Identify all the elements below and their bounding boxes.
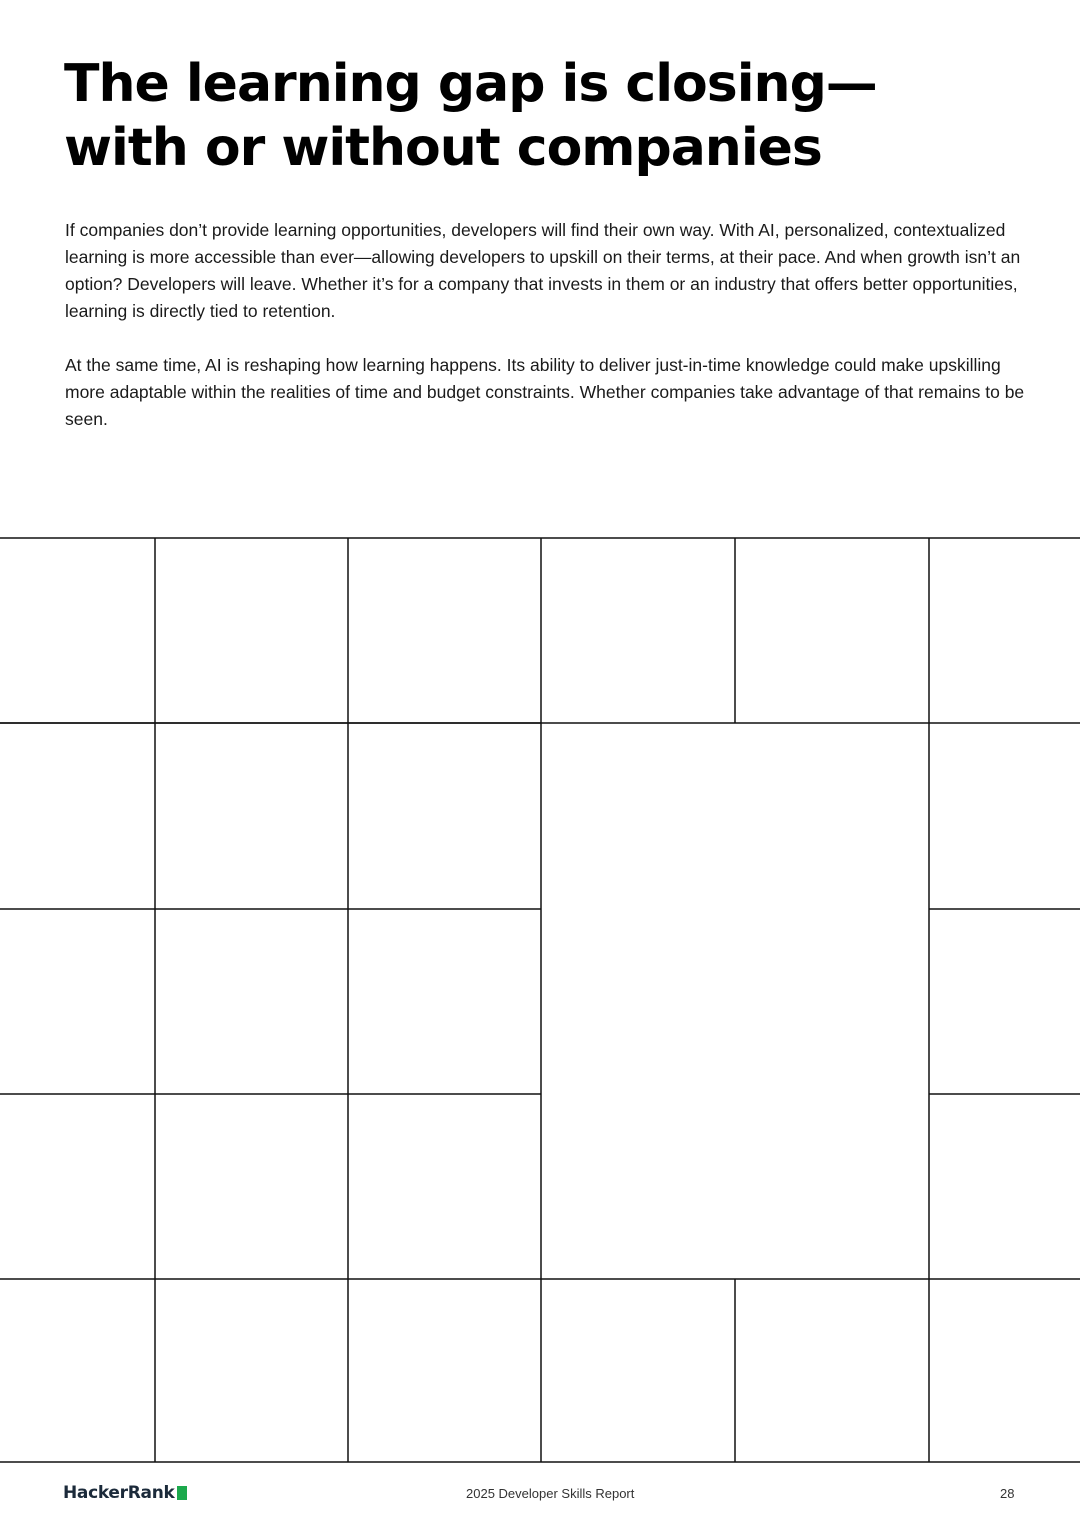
body-paragraph-2: At the same time, AI is reshaping how learning happens. Its ability to deliver just-in-time knowledge could make upskilling more adaptable within the realities of time and budget constraints. Whether companies take advantage of that remains to be seen. [65, 355, 1025, 429]
hackerrank-logo [63, 1483, 187, 1503]
body-paragraph-1: If companies don’t provide learning opportunities, developers will find their own way. With AI, personalized, contextualized learning is more accessible than ever—allowing developers to upskill on their terms, at their pace. And when growth isn’t an option? Developers will leave. Whether it’s for a company that invests in them or an industry that offers better opportunities, learning is directly tied to retention. [65, 220, 1021, 321]
title-line-1: The learning gap is closing— [64, 54, 877, 114]
brand-name: HackerRank [63, 1483, 175, 1503]
brand-square-icon [177, 1486, 187, 1500]
page-title [64, 52, 964, 180]
page-number: 28 [1000, 1486, 1015, 1501]
page-footer [0, 1480, 1080, 1510]
decorative-grid [0, 530, 1080, 1470]
title-line-2: with or without companies [64, 118, 822, 178]
report-name: 2025 Developer Skills Report [466, 1486, 635, 1501]
